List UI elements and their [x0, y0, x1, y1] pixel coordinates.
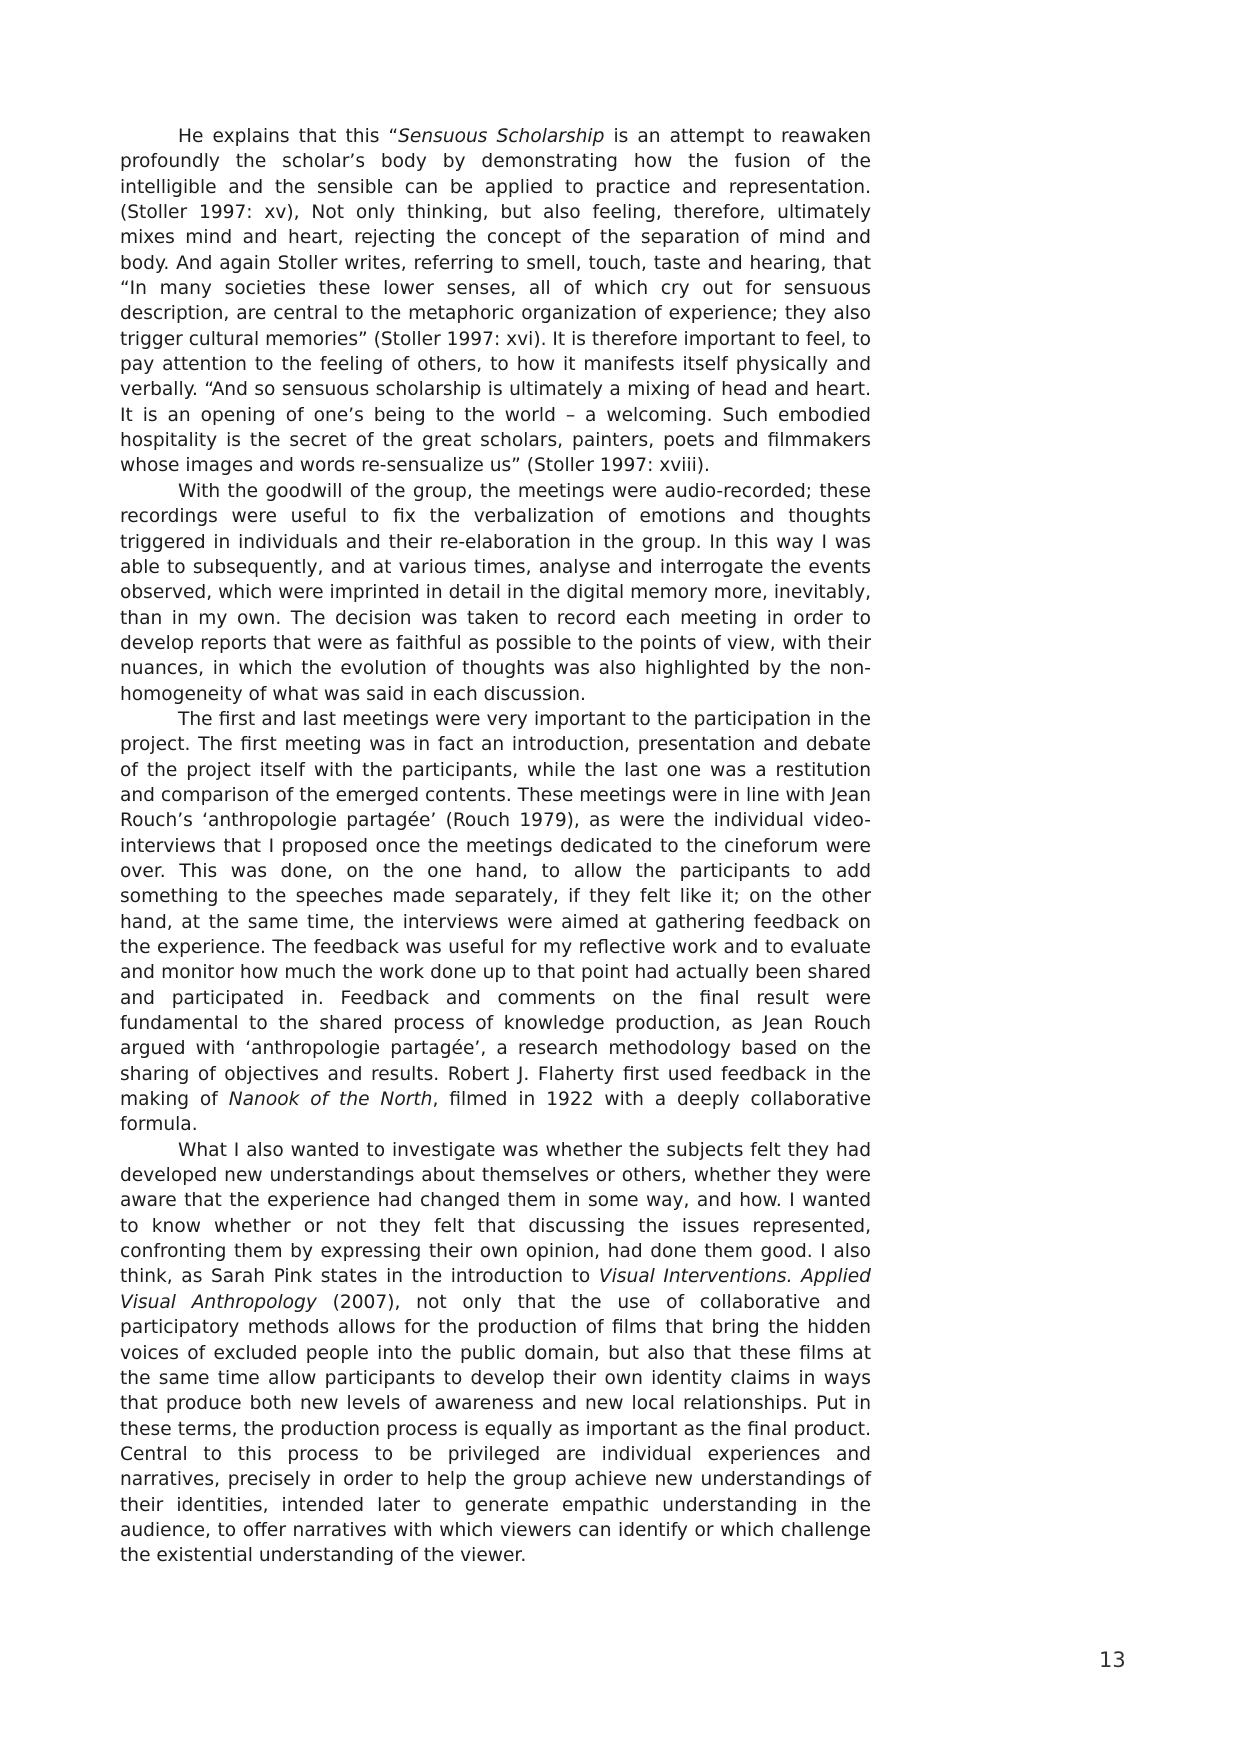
text-segment: What I also wanted to investigate was whether the subjects felt they had developed new understandings about themselves or others, whether they were aware that the experience had changed them in some way, and how. I wanted to know whether or not they felt that discussing the issues represented, confronting them by expressing their own opinion, had done them good. I also think, as Sarah Pink states in the introduction to — [120, 1139, 871, 1288]
paragraph — [120, 479, 871, 707]
text-segment: He explains that this “ — [178, 126, 399, 147]
paragraph — [120, 707, 871, 1138]
text-segment: , filmed in 1922 with a deeply collaborative formula. — [120, 1089, 872, 1136]
italic-title: Sensuous Scholarship — [398, 126, 605, 147]
paragraph — [120, 1138, 871, 1569]
text-segment: With the goodwill of the group, the meetings were audio-recorded; these recordings were useful to fix the verbalization of emotions and thoughts triggered in individuals and their re-elaboration in the group. In this way I was able to subsequently, and at various times, analyse and interrogate the events observed, which were imprinted in detail in the digital memory more, inevitably, than in my own. The decision was taken to record each meeting in order to develop reports that were as faithful as possible to the points of view, with their nuances, in which the evolution of thoughts was also highlighted by the non-homogeneity of what was said in each discussion. — [120, 480, 871, 705]
text-segment: (2007), not only that the use of collaborative and participatory methods allows for the production of films that bring the hidden voices of excluded people into the public domain, but also that these films at the same time allow participants to develop their own identity claims in ways that produce both new levels of awareness and new local relationships. Put in these terms, the production process is equally as important as the final product. Central to this process to be privileged are individual experiences and narratives, precisely in order to help the group achieve new understandings of their identities, intended later to generate empathic understanding in the audience, to offer narratives with which viewers can identify or which challenge the existential understanding of the viewer. — [120, 1291, 871, 1567]
italic-title: Nanook of the North — [228, 1089, 433, 1111]
page-number: 13 — [1099, 1648, 1126, 1672]
italic-title: Visual Interventions. Applied Visual Anthropology — [120, 1266, 871, 1313]
paragraph — [120, 124, 871, 479]
page-body — [120, 124, 871, 1569]
text-segment: The first and last meetings were very important to the participation in the project. The first meeting was in fact an introduction, presentation and debate of the project itself with the participants, while the last one was a restitution and comparison of the emerged contents. These meetings were in line with Jean Rouch’s ‘anthropologie partagée’ (Rouch 1979), as were the individual video-interviews that I proposed once the meetings dedicated to the cineforum were over. This was done, on the one hand, to allow the participants to add something to the speeches made separately, if they felt like it; on the other hand, at the same time, the interviews were aimed at gathering feedback on the experience. The feedback was useful for my reflective work and to evaluate and monitor how much the work done up to that point had actually been shared and participated in. Feedback and comments on the final result were fundamental to the shared process of knowledge production, as Jean Rouch argued with ‘anthropologie partagée’, a research methodology based on the sharing of objectives and results. Robert J. Flaherty first used feedback in the making of — [120, 708, 871, 1111]
text-segment: is an attempt to reawaken profoundly the scholar’s body by demonstrating how the fusion of the intelligible and the sensible can be applied to practice and representation. (Stoller 1997: xv), Not only thinking, but also feeling, therefore, ultimately mixes mind and heart, rejecting the concept of the separation of mind and body. And again Stoller writes, referring to smell, touch, taste and hearing, that “In many societies these lower senses, all of which cry out for sensuous description, are central to the metaphoric organization of experience; they also trigger cultural memories” (Stoller 1997: xvi). It is therefore important to feel, to pay attention to the feeling of others, to how it manifests itself physically and verbally. “And so sensuous scholarship is ultimately a mixing of head and heart. It is an opening of one’s being to the world – a welcoming. Such embodied hospitality is the secret of the great scholars, painters, poets and filmmakers whose images and words re-sensualize us” (Stoller 1997: xviii). — [120, 126, 872, 477]
